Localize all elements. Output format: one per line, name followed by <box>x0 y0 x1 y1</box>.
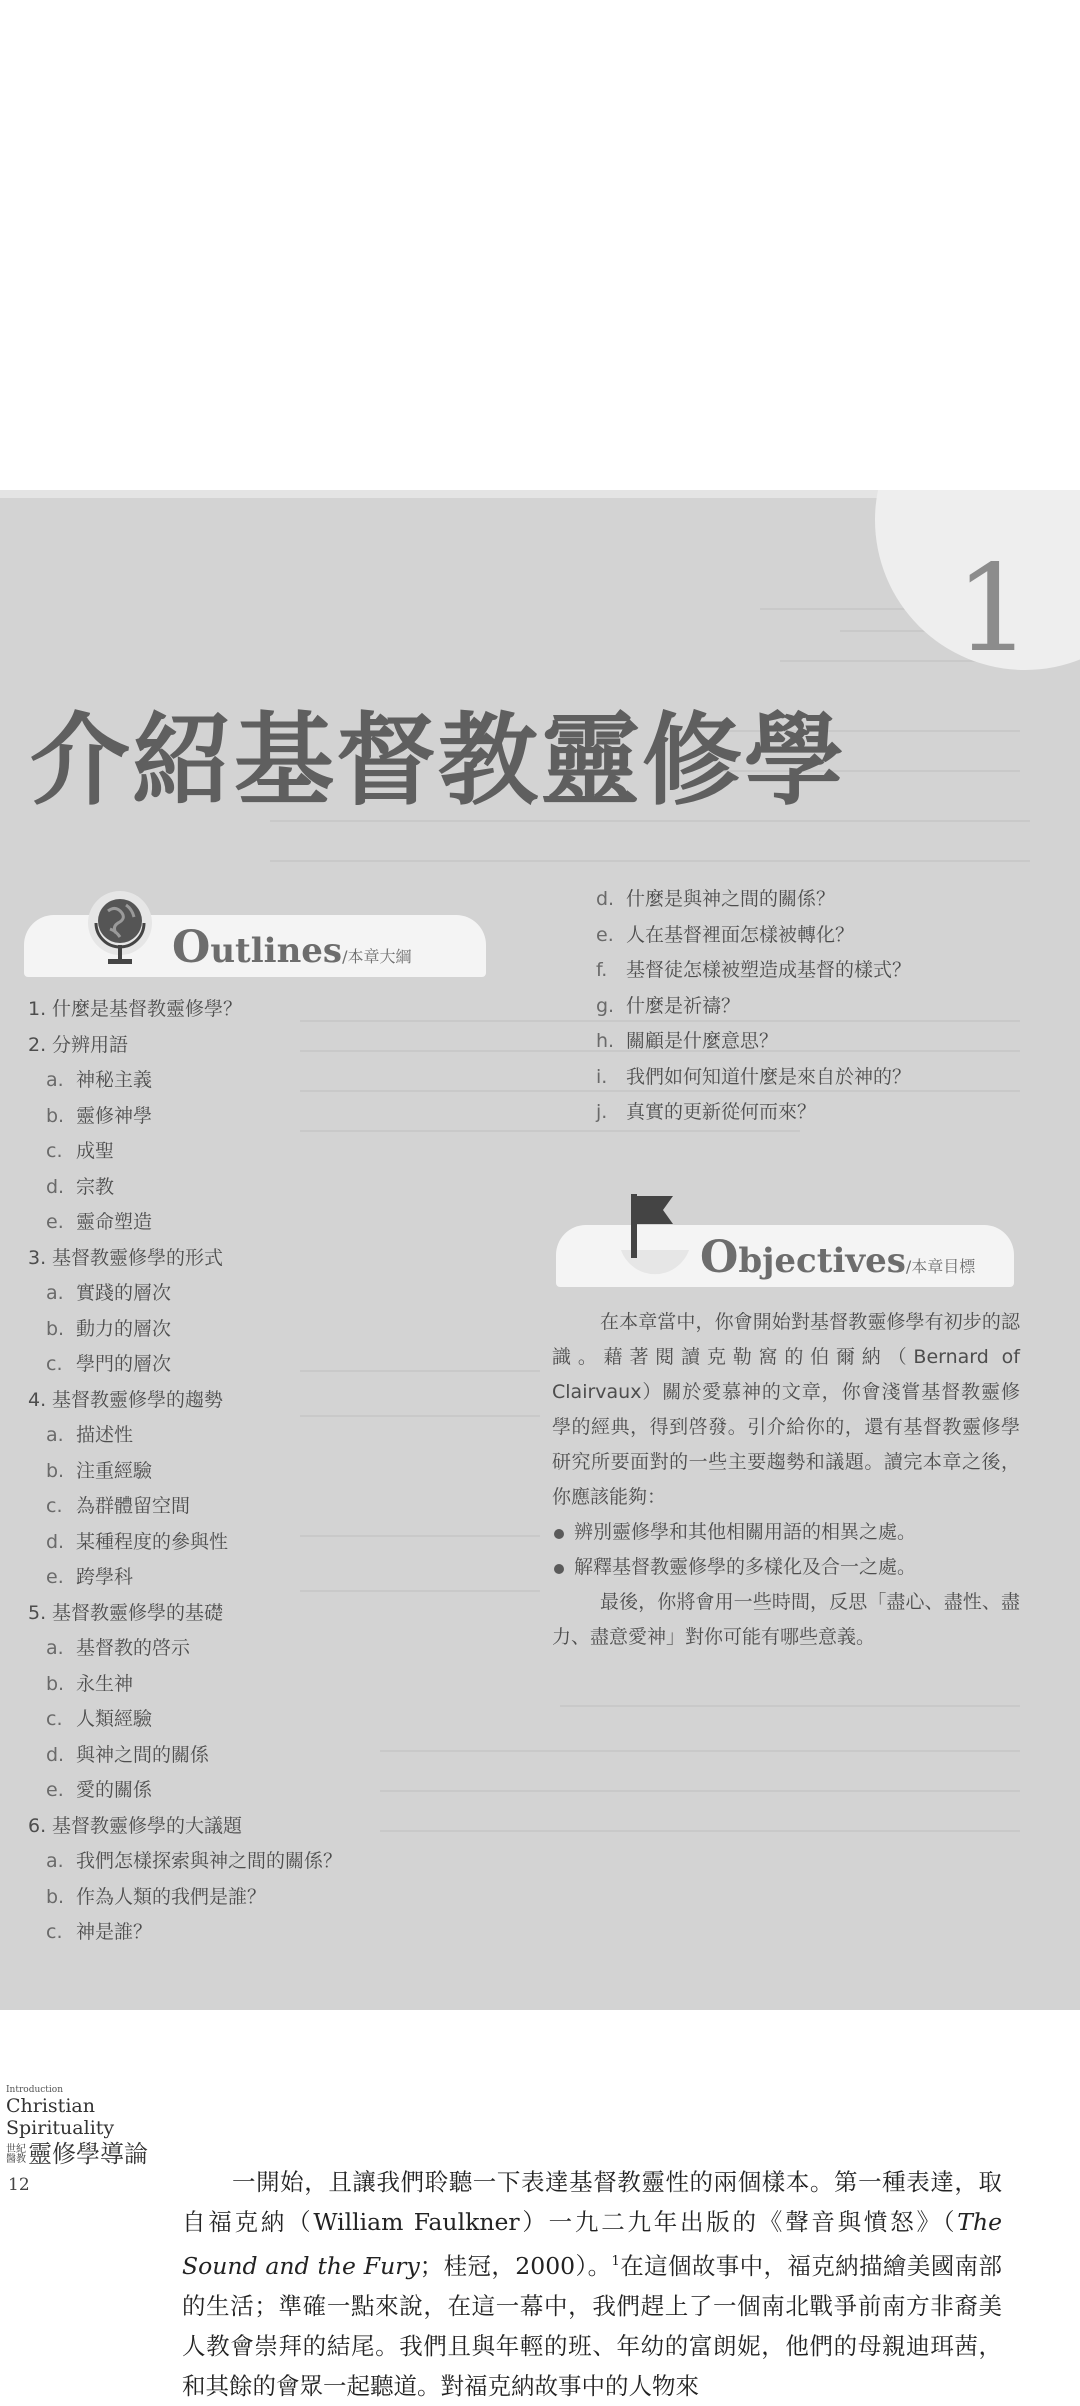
objectives-subtitle: /本章目標 <box>905 1257 976 1276</box>
outline-subitem <box>28 1560 342 1596</box>
outline-text: 神秘主義 <box>76 1069 153 1091</box>
outline-subitem <box>578 882 911 918</box>
outline-text: 某種程度的參與性 <box>76 1530 229 1553</box>
objectives-paragraph: 在本章當中，你會開始對基督教靈修學有初步的認識。藉著閱讀克勒窩的伯爾納（Bernard of Clairvaux）關於愛慕神的文章，你會淺嘗基督教靈修學的經典，得到啓發。引介給你的，還有基督教靈修學研究所要面對的一些主要趨勢和議題。讀完本章之後，你應該能夠： <box>552 1311 1020 1508</box>
outline-text: 基督教靈修學的基礎 <box>52 1601 224 1624</box>
outline-subitem <box>28 1454 342 1490</box>
outline-label: 2. <box>28 1033 47 1056</box>
objectives-heading <box>700 1232 975 1283</box>
outline-label: b. <box>46 1104 65 1127</box>
outline-text: 宗教 <box>76 1175 115 1198</box>
outline-text: 我們如何知道什麼是來自於神的？ <box>626 1065 912 1088</box>
outline-subitem <box>578 989 911 1025</box>
outline-label: d. <box>46 1530 65 1553</box>
outline-subitem <box>28 1667 342 1703</box>
outline-subitem <box>28 1418 342 1454</box>
outline-text: 基督教的啓示 <box>76 1637 191 1659</box>
footnote-marker: 1 <box>611 2254 620 2269</box>
outline-text: 跨學科 <box>76 1566 134 1588</box>
outline-section <box>28 1809 342 1845</box>
outline-label: e. <box>46 1211 64 1233</box>
outline-text: 注重經驗 <box>76 1459 153 1482</box>
objectives-initial: O <box>700 1232 739 1283</box>
outline-label: e. <box>46 1779 64 1801</box>
outline-text: 基督教靈修學的大議題 <box>52 1814 243 1837</box>
outline-subitem <box>28 1844 342 1880</box>
outline-text: 實踐的層次 <box>76 1282 172 1304</box>
outline-text: 與神之間的關係 <box>76 1743 210 1766</box>
outline-text: 描述性 <box>76 1424 134 1446</box>
outline-subitem <box>578 1060 911 1096</box>
outline-label: b. <box>46 1317 65 1340</box>
outline-text: 基督徒怎樣被塑造成基督的樣式？ <box>626 959 912 981</box>
page-number: 12 <box>8 2175 30 2195</box>
outline-text: 為群體留空間 <box>76 1495 191 1517</box>
outline-subitem <box>28 1063 342 1099</box>
outline-subitem <box>28 1347 342 1383</box>
body-text-run: 在這個故事中，福克納描繪美國南部的生活；準確一點來說，在這一幕中，我們趕上了一個南北戰爭前南方非裔美人教會崇拜的結尾。我們且與年輕的班、年幼的富朗妮，他們的母親迪珥茜，和其餘的會眾一起聽道。對福克納故事中的人物來 <box>182 2251 1002 2400</box>
outline-label: d. <box>596 888 615 910</box>
outline-text: 動力的層次 <box>76 1317 172 1340</box>
outline-label: a. <box>46 1637 64 1659</box>
outlines-word: utlines <box>210 931 343 971</box>
outline-subitem <box>28 1489 342 1525</box>
outline-subitem <box>28 1631 342 1667</box>
outline-text: 關顧是什麼意思？ <box>626 1030 779 1052</box>
outlines-heading <box>172 922 411 973</box>
outline-label: b. <box>46 1459 65 1482</box>
outline-subitem <box>28 1170 342 1206</box>
outline-label: e. <box>46 1566 64 1588</box>
outline-subitem <box>28 1276 342 1312</box>
body-text-run: ；桂冠，2000）。 <box>419 2251 612 2280</box>
flag-icon <box>615 1190 695 1280</box>
outline-label: c. <box>46 1140 63 1162</box>
outline-text: 什麼是祈禱？ <box>626 994 741 1017</box>
outline-label: 4. <box>28 1388 47 1411</box>
outline-list <box>28 992 342 1951</box>
body-text-run: 一開始，且讓我們聆聽一下表達基督教靈性的兩個樣本。第一種表達，取自福克納（William Faulkner）一九二九年出版的《聲音與憤怒》（ <box>182 2168 1002 2236</box>
outline-section <box>28 992 342 1028</box>
outline-text: 永生神 <box>76 1672 134 1695</box>
outline-subitem <box>28 1702 342 1738</box>
outline-label: i. <box>596 1065 608 1088</box>
outline-label: f. <box>596 959 608 981</box>
outline-label: a. <box>46 1282 64 1304</box>
outline-text: 基督教靈修學的形式 <box>52 1246 224 1269</box>
objectives-paragraph: 最後，你將會用一些時間，反思「盡心、盡性、盡力、盡意愛神」對你可能有哪些意義。 <box>552 1591 1020 1648</box>
outline-label: d. <box>46 1175 65 1198</box>
book-tiny-label: 世紀 醫教 <box>6 2144 26 2165</box>
objectives-bullet: 解釋基督教靈修學的多樣化及合一之處。 <box>552 1550 1020 1585</box>
outline-label: b. <box>46 1672 65 1695</box>
body-text <box>182 2162 1002 2406</box>
outline-subitem <box>578 918 911 954</box>
objectives-bullet: 辨別靈修學和其他相關用語的相異之處。 <box>552 1515 1020 1550</box>
outline-subitem <box>28 1880 342 1916</box>
chapter-title: 介紹基督教靈修學 <box>30 702 846 819</box>
objectives-word: bjectives <box>738 1241 906 1281</box>
outline-label: 5. <box>28 1601 47 1624</box>
chapter-number: 1 <box>955 540 1032 679</box>
outline-label: a. <box>46 1850 64 1872</box>
outline-text: 什麼是與神之間的關係？ <box>626 888 836 910</box>
outline-text: 真實的更新從何而來？ <box>626 1101 817 1123</box>
body-english-title: The Sound and the Fury <box>182 2208 1002 2280</box>
outline-label: j. <box>596 1101 608 1123</box>
outline-subitem <box>578 953 911 989</box>
outline-label: c. <box>46 1495 63 1517</box>
outline-label: c. <box>46 1353 63 1375</box>
outline-text: 成聖 <box>76 1140 115 1162</box>
outline-text: 基督教靈修學的趨勢 <box>52 1388 224 1411</box>
outline-label: c. <box>46 1708 63 1730</box>
outline-label: d. <box>46 1743 65 1766</box>
globe-icon <box>80 885 160 975</box>
outline-section <box>28 1383 342 1419</box>
outline-section <box>28 1028 342 1064</box>
outlines-subtitle: /本章大綱 <box>342 947 412 966</box>
outline-subitem <box>28 1134 342 1170</box>
book-chinese-title-line <box>6 2139 206 2169</box>
outline-label: 3. <box>28 1246 47 1269</box>
outline-subitem <box>578 1024 911 1060</box>
book-english-title: Christian Spirituality <box>6 2095 115 2139</box>
outline-text: 人類經驗 <box>76 1708 153 1730</box>
outline-subitem <box>28 1915 342 1951</box>
book-series-line: Introduction <box>6 2085 63 2095</box>
outline-subitem <box>578 1095 911 1131</box>
outline-subitem <box>28 1525 342 1561</box>
outlines-initial: O <box>172 922 211 973</box>
outline-section <box>28 1596 342 1632</box>
outline-text: 靈修神學 <box>76 1104 153 1127</box>
outline-label: h. <box>596 1030 615 1052</box>
book-chinese-title: 靈修學導論 <box>28 2140 148 2168</box>
outline-text: 作為人類的我們是誰？ <box>76 1885 267 1908</box>
chapter-opener-panel <box>0 490 1080 2010</box>
outline-section <box>28 1241 342 1277</box>
outline-text: 人在基督裡面怎樣被轉化？ <box>626 923 855 946</box>
outline-subitem <box>28 1738 342 1774</box>
objectives-body <box>552 1305 1020 1655</box>
outline-text: 神是誰？ <box>76 1921 153 1943</box>
outline-text: 學門的層次 <box>76 1353 172 1375</box>
outline-label: b. <box>46 1885 65 1908</box>
outline-label: a. <box>46 1424 64 1446</box>
outline-label: g. <box>596 994 615 1017</box>
outline-subitem <box>28 1773 342 1809</box>
outline-subitem <box>28 1312 342 1348</box>
outline-label: a. <box>46 1069 64 1091</box>
outline-text: 我們怎樣探索與神之間的關係？ <box>76 1850 343 1872</box>
outline-label: 6. <box>28 1814 47 1837</box>
outline-subitem <box>28 1099 342 1135</box>
outline-text: 分辨用語 <box>52 1033 129 1056</box>
body-paragraph <box>182 2162 1002 2406</box>
outline-subitem <box>28 1205 342 1241</box>
outline-text: 靈命塑造 <box>76 1211 153 1233</box>
outline-list-continued <box>578 882 911 1131</box>
outline-text: 愛的關係 <box>76 1779 153 1801</box>
outline-label: 1. <box>28 998 47 1020</box>
outline-text: 什麼是基督教靈修學？ <box>52 998 243 1020</box>
outline-label: c. <box>46 1921 63 1943</box>
outline-label: e. <box>596 923 614 946</box>
book-title-block <box>6 2085 206 2169</box>
